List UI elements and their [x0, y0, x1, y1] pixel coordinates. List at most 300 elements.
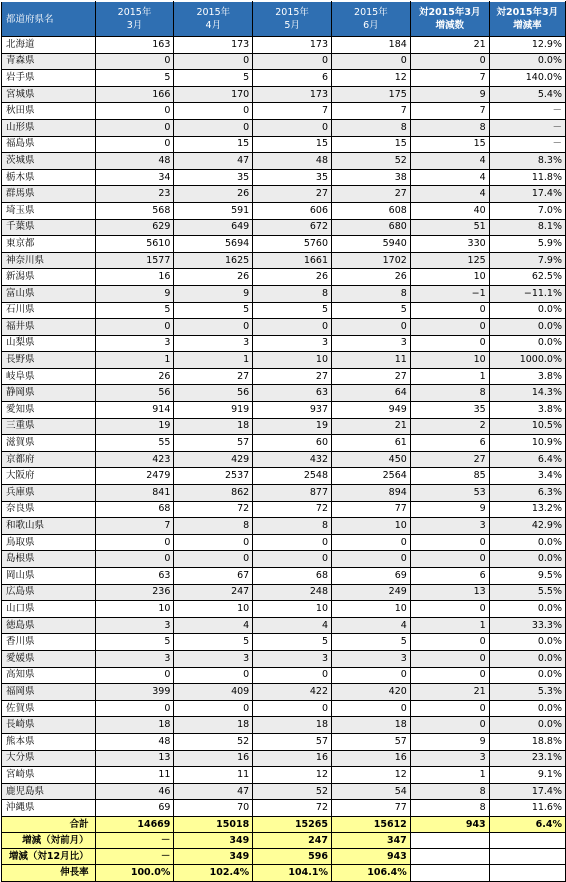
header-2015-03: 2015年 3月	[95, 2, 174, 37]
value-cell: 10	[253, 601, 332, 618]
value-cell: 1	[410, 767, 489, 784]
value-cell: 8	[410, 783, 489, 800]
value-cell: 429	[174, 451, 253, 468]
value-cell: －	[489, 136, 565, 153]
value-cell: 16	[253, 750, 332, 767]
value-cell: 18.8%	[489, 733, 565, 750]
value-cell: 7	[410, 103, 489, 120]
value-cell: 47	[174, 783, 253, 800]
value-cell: 0	[95, 700, 174, 717]
value-cell: 173	[253, 86, 332, 103]
value-cell: 841	[95, 485, 174, 502]
value-cell: 4	[174, 617, 253, 634]
value-cell: 6	[410, 568, 489, 585]
table-row	[2, 37, 566, 54]
growth-cell: 104.1%	[253, 865, 332, 881]
value-cell: 249	[332, 584, 411, 601]
value-cell: 0	[253, 700, 332, 717]
value-cell: 63	[253, 385, 332, 402]
prefecture-name: 石川県	[2, 302, 96, 319]
value-cell: 0.0%	[489, 319, 565, 336]
value-cell: 0	[410, 534, 489, 551]
value-cell: 9	[410, 501, 489, 518]
value-cell: 5.5%	[489, 584, 565, 601]
total-cell: 943	[410, 816, 489, 832]
value-cell: 568	[95, 202, 174, 219]
value-cell: 0	[174, 53, 253, 70]
prefecture-name: 山口県	[2, 601, 96, 618]
value-cell: 2548	[253, 468, 332, 485]
value-cell: 52	[253, 783, 332, 800]
value-cell: 0.0%	[489, 53, 565, 70]
value-cell: 56	[174, 385, 253, 402]
value-cell: 0.0%	[489, 601, 565, 618]
value-cell: 3.4%	[489, 468, 565, 485]
prefecture-name: 大分県	[2, 750, 96, 767]
value-cell: 3	[95, 650, 174, 667]
value-cell: 0	[410, 667, 489, 684]
value-cell: 16	[174, 750, 253, 767]
prefecture-name: 三重県	[2, 418, 96, 435]
prefecture-name: 佐賀県	[2, 700, 96, 717]
empty-cell	[410, 849, 489, 865]
value-cell: 55	[95, 435, 174, 452]
value-cell: 0	[174, 534, 253, 551]
empty-cell	[489, 833, 565, 849]
table-row	[2, 485, 566, 502]
value-cell: 0	[95, 667, 174, 684]
value-cell: 11	[332, 352, 411, 369]
mom-cell: 347	[332, 833, 411, 849]
value-cell: 7	[332, 103, 411, 120]
value-cell: 19	[253, 418, 332, 435]
value-cell: 4	[410, 186, 489, 203]
yoy-cell: 943	[332, 849, 411, 865]
value-cell: 409	[174, 684, 253, 701]
value-cell: 85	[410, 468, 489, 485]
value-cell: 4	[253, 617, 332, 634]
value-cell: 23.1%	[489, 750, 565, 767]
value-cell: 56	[95, 385, 174, 402]
table-row	[2, 667, 566, 684]
prefecture-name: 滋賀県	[2, 435, 96, 452]
value-cell: 422	[253, 684, 332, 701]
prefecture-name: 茨城県	[2, 153, 96, 170]
value-cell: 34	[95, 169, 174, 186]
value-cell: 27	[253, 368, 332, 385]
value-cell: 57	[253, 733, 332, 750]
value-cell: 48	[95, 153, 174, 170]
value-cell: 5694	[174, 236, 253, 253]
value-cell: 18	[332, 717, 411, 734]
value-cell: 26	[253, 269, 332, 286]
value-cell: 8	[410, 119, 489, 136]
value-cell: 10	[95, 601, 174, 618]
value-cell: 4	[332, 617, 411, 634]
value-cell: 0	[410, 551, 489, 568]
yoy-cell: 349	[174, 849, 253, 865]
value-cell: 27	[332, 368, 411, 385]
table-row	[2, 53, 566, 70]
value-cell: 15	[174, 136, 253, 153]
value-cell: 5	[253, 634, 332, 651]
value-cell: 48	[253, 153, 332, 170]
prefecture-name: 鳥取県	[2, 534, 96, 551]
value-cell: 52	[332, 153, 411, 170]
value-cell: 0	[95, 119, 174, 136]
value-cell: 0.0%	[489, 700, 565, 717]
prefecture-name: 静岡県	[2, 385, 96, 402]
value-cell: 5.3%	[489, 684, 565, 701]
table-row	[2, 750, 566, 767]
value-cell: 5	[95, 302, 174, 319]
value-cell: 10	[332, 601, 411, 618]
value-cell: 8.1%	[489, 219, 565, 236]
value-cell: 7	[253, 103, 332, 120]
value-cell: 5	[174, 70, 253, 87]
value-cell: 0	[174, 551, 253, 568]
prefecture-name: 群馬県	[2, 186, 96, 203]
value-cell: 919	[174, 402, 253, 419]
value-cell: 12	[332, 70, 411, 87]
table-row	[2, 70, 566, 87]
value-cell: 77	[332, 800, 411, 817]
value-cell: 0	[174, 667, 253, 684]
value-cell: 649	[174, 219, 253, 236]
value-cell: 27	[174, 368, 253, 385]
header-2015-05: 2015年 5月	[253, 2, 332, 37]
value-cell: 0	[253, 551, 332, 568]
value-cell: 3	[174, 335, 253, 352]
prefecture-name: 宮城県	[2, 86, 96, 103]
value-cell: 3	[332, 335, 411, 352]
table-row	[2, 684, 566, 701]
header-prefecture: 都道府県名	[2, 2, 96, 37]
total-cell: 15612	[332, 816, 411, 832]
value-cell: 51	[410, 219, 489, 236]
prefecture-name: 神奈川県	[2, 252, 96, 269]
prefecture-name: 島根県	[2, 551, 96, 568]
value-cell: 12.9%	[489, 37, 565, 54]
value-cell: 27	[332, 186, 411, 203]
table-row	[2, 86, 566, 103]
value-cell: 21	[410, 684, 489, 701]
table-row	[2, 335, 566, 352]
value-cell: 64	[332, 385, 411, 402]
table-row	[2, 568, 566, 585]
value-cell: 0	[253, 53, 332, 70]
mom-cell: 349	[174, 833, 253, 849]
prefecture-name: 岐阜県	[2, 368, 96, 385]
value-cell: 0	[253, 119, 332, 136]
value-cell: 173	[174, 37, 253, 54]
value-cell: 15	[410, 136, 489, 153]
value-cell: 330	[410, 236, 489, 253]
value-cell: 3	[332, 650, 411, 667]
table-row	[2, 219, 566, 236]
header-change-count: 対2015年3月 増減数	[410, 2, 489, 37]
table-row	[2, 252, 566, 269]
value-cell: 8.3%	[489, 153, 565, 170]
value-cell: 10	[174, 601, 253, 618]
value-cell: 3	[253, 650, 332, 667]
prefecture-name: 北海道	[2, 37, 96, 54]
prefecture-name: 和歌山県	[2, 518, 96, 535]
value-cell: 33.3%	[489, 617, 565, 634]
value-cell: 35	[253, 169, 332, 186]
value-cell: 0	[332, 551, 411, 568]
prefecture-name: 奈良県	[2, 501, 96, 518]
value-cell: 166	[95, 86, 174, 103]
prefecture-name: 新潟県	[2, 269, 96, 286]
value-cell: 248	[253, 584, 332, 601]
value-cell: 6	[253, 70, 332, 87]
value-cell: 0	[410, 53, 489, 70]
value-cell: 8	[410, 385, 489, 402]
total-row	[2, 816, 566, 832]
value-cell: 7.0%	[489, 202, 565, 219]
prefecture-name: 徳島県	[2, 617, 96, 634]
value-cell: 0	[332, 700, 411, 717]
value-cell: 0	[95, 103, 174, 120]
value-cell: 46	[95, 783, 174, 800]
value-cell: 4	[410, 153, 489, 170]
prefecture-name: 東京都	[2, 236, 96, 253]
total-cell: 14669	[95, 816, 174, 832]
value-cell: 1000.0%	[489, 352, 565, 369]
table-row	[2, 103, 566, 120]
prefecture-name: 愛知県	[2, 402, 96, 419]
value-cell: 10	[332, 518, 411, 535]
table-row	[2, 385, 566, 402]
value-cell: 10	[253, 352, 332, 369]
value-cell: −11.1%	[489, 285, 565, 302]
value-cell: 7.9%	[489, 252, 565, 269]
table-row	[2, 136, 566, 153]
value-cell: 0.0%	[489, 650, 565, 667]
value-cell: 9.1%	[489, 767, 565, 784]
prefecture-name: 沖縄県	[2, 800, 96, 817]
table-row	[2, 717, 566, 734]
value-cell: 0	[95, 136, 174, 153]
value-cell: 47	[174, 153, 253, 170]
value-cell: 0.0%	[489, 667, 565, 684]
prefecture-name: 青森県	[2, 53, 96, 70]
value-cell: 35	[174, 169, 253, 186]
value-cell: 60	[253, 435, 332, 452]
value-cell: 11	[95, 767, 174, 784]
prefecture-name: 長野県	[2, 352, 96, 369]
prefecture-name: 熊本県	[2, 733, 96, 750]
value-cell: 173	[253, 37, 332, 54]
table-row	[2, 202, 566, 219]
table-row	[2, 368, 566, 385]
value-cell: 61	[332, 435, 411, 452]
value-cell: 3	[174, 650, 253, 667]
value-cell: 3.8%	[489, 368, 565, 385]
value-cell: 17.4%	[489, 783, 565, 800]
table-row	[2, 518, 566, 535]
value-cell: 6.3%	[489, 485, 565, 502]
empty-cell	[489, 865, 565, 881]
mom-row	[2, 833, 566, 849]
value-cell: 949	[332, 402, 411, 419]
value-cell: 2	[410, 418, 489, 435]
table-row	[2, 551, 566, 568]
value-cell: 0	[95, 551, 174, 568]
table-row	[2, 634, 566, 651]
value-cell: 42.9%	[489, 518, 565, 535]
prefecture-name: 広島県	[2, 584, 96, 601]
table-row	[2, 186, 566, 203]
value-cell: 62.5%	[489, 269, 565, 286]
table-row	[2, 319, 566, 336]
value-cell: 5940	[332, 236, 411, 253]
value-cell: 2537	[174, 468, 253, 485]
value-cell: 170	[174, 86, 253, 103]
value-cell: 5	[253, 302, 332, 319]
value-cell: 937	[253, 402, 332, 419]
value-cell: 0.0%	[489, 302, 565, 319]
prefecture-name: 香川県	[2, 634, 96, 651]
table-row	[2, 501, 566, 518]
value-cell: 8	[332, 119, 411, 136]
value-cell: 1702	[332, 252, 411, 269]
value-cell: 184	[332, 37, 411, 54]
table-row	[2, 700, 566, 717]
value-cell: −1	[410, 285, 489, 302]
value-cell: 3.8%	[489, 402, 565, 419]
prefecture-name: 岩手県	[2, 70, 96, 87]
value-cell: 0	[410, 601, 489, 618]
prefecture-name: 栃木県	[2, 169, 96, 186]
value-cell: 608	[332, 202, 411, 219]
value-cell: 10.9%	[489, 435, 565, 452]
value-cell: 5	[95, 70, 174, 87]
table-row	[2, 402, 566, 419]
value-cell: 423	[95, 451, 174, 468]
table-row	[2, 269, 566, 286]
value-cell: 3	[95, 335, 174, 352]
value-cell: 9	[95, 285, 174, 302]
value-cell: 3	[410, 518, 489, 535]
value-cell: 0	[174, 319, 253, 336]
value-cell: 1	[410, 617, 489, 634]
prefecture-name: 岡山県	[2, 568, 96, 585]
prefecture-name: 福島県	[2, 136, 96, 153]
value-cell: 14.3%	[489, 385, 565, 402]
value-cell: 3	[95, 617, 174, 634]
value-cell: 236	[95, 584, 174, 601]
value-cell: －	[489, 119, 565, 136]
value-cell: 0.0%	[489, 335, 565, 352]
growth-label: 伸長率	[2, 865, 96, 881]
mom-label: 増減（対前月）	[2, 833, 96, 849]
value-cell: 35	[410, 402, 489, 419]
value-cell: 13	[95, 750, 174, 767]
table-row	[2, 285, 566, 302]
value-cell: 0	[253, 534, 332, 551]
yoy-cell: －	[95, 849, 174, 865]
value-cell: 68	[253, 568, 332, 585]
prefecture-name: 高知県	[2, 667, 96, 684]
value-cell: 877	[253, 485, 332, 502]
value-cell: 5	[174, 302, 253, 319]
value-cell: 606	[253, 202, 332, 219]
value-cell: 0	[174, 119, 253, 136]
value-cell: 4	[410, 169, 489, 186]
yoy-label: 増減（対12月比）	[2, 849, 96, 865]
value-cell: 72	[253, 501, 332, 518]
value-cell: 18	[253, 717, 332, 734]
empty-cell	[489, 849, 565, 865]
yoy-row	[2, 849, 566, 865]
value-cell: 0.0%	[489, 551, 565, 568]
value-cell: 8	[253, 285, 332, 302]
value-cell: 13	[410, 584, 489, 601]
value-cell: 10.5%	[489, 418, 565, 435]
yoy-cell: 596	[253, 849, 332, 865]
value-cell: 0	[332, 319, 411, 336]
prefecture-name: 山形県	[2, 119, 96, 136]
value-cell: 1	[95, 352, 174, 369]
value-cell: 40	[410, 202, 489, 219]
value-cell: 591	[174, 202, 253, 219]
value-cell: 8	[174, 518, 253, 535]
growth-row	[2, 865, 566, 881]
value-cell: 0	[95, 319, 174, 336]
total-cell: 6.4%	[489, 816, 565, 832]
value-cell: 0	[253, 667, 332, 684]
table-row	[2, 119, 566, 136]
value-cell: 5.9%	[489, 236, 565, 253]
value-cell: 5.4%	[489, 86, 565, 103]
value-cell: 0	[174, 700, 253, 717]
value-cell: 432	[253, 451, 332, 468]
mom-cell: 247	[253, 833, 332, 849]
table-row	[2, 584, 566, 601]
value-cell: 19	[95, 418, 174, 435]
prefecture-stats-table	[1, 1, 566, 882]
table-row	[2, 352, 566, 369]
prefecture-name: 兵庫県	[2, 485, 96, 502]
value-cell: 0	[410, 335, 489, 352]
value-cell: 1661	[253, 252, 332, 269]
value-cell: 48	[95, 733, 174, 750]
prefecture-name: 千葉県	[2, 219, 96, 236]
value-cell: 63	[95, 568, 174, 585]
prefecture-name: 大阪府	[2, 468, 96, 485]
value-cell: 7	[410, 70, 489, 87]
value-cell: 0	[253, 319, 332, 336]
total-cell: 15018	[174, 816, 253, 832]
value-cell: 12	[253, 767, 332, 784]
value-cell: 1	[410, 368, 489, 385]
value-cell: 9	[410, 86, 489, 103]
value-cell: 26	[332, 269, 411, 286]
value-cell: 7	[95, 518, 174, 535]
value-cell: 26	[95, 368, 174, 385]
value-cell: 1577	[95, 252, 174, 269]
value-cell: 1	[174, 352, 253, 369]
table-row	[2, 418, 566, 435]
value-cell: 10	[410, 352, 489, 369]
value-cell: 15	[332, 136, 411, 153]
value-cell: 53	[410, 485, 489, 502]
prefecture-name: 福井県	[2, 319, 96, 336]
value-cell: 894	[332, 485, 411, 502]
value-cell: 21	[410, 37, 489, 54]
